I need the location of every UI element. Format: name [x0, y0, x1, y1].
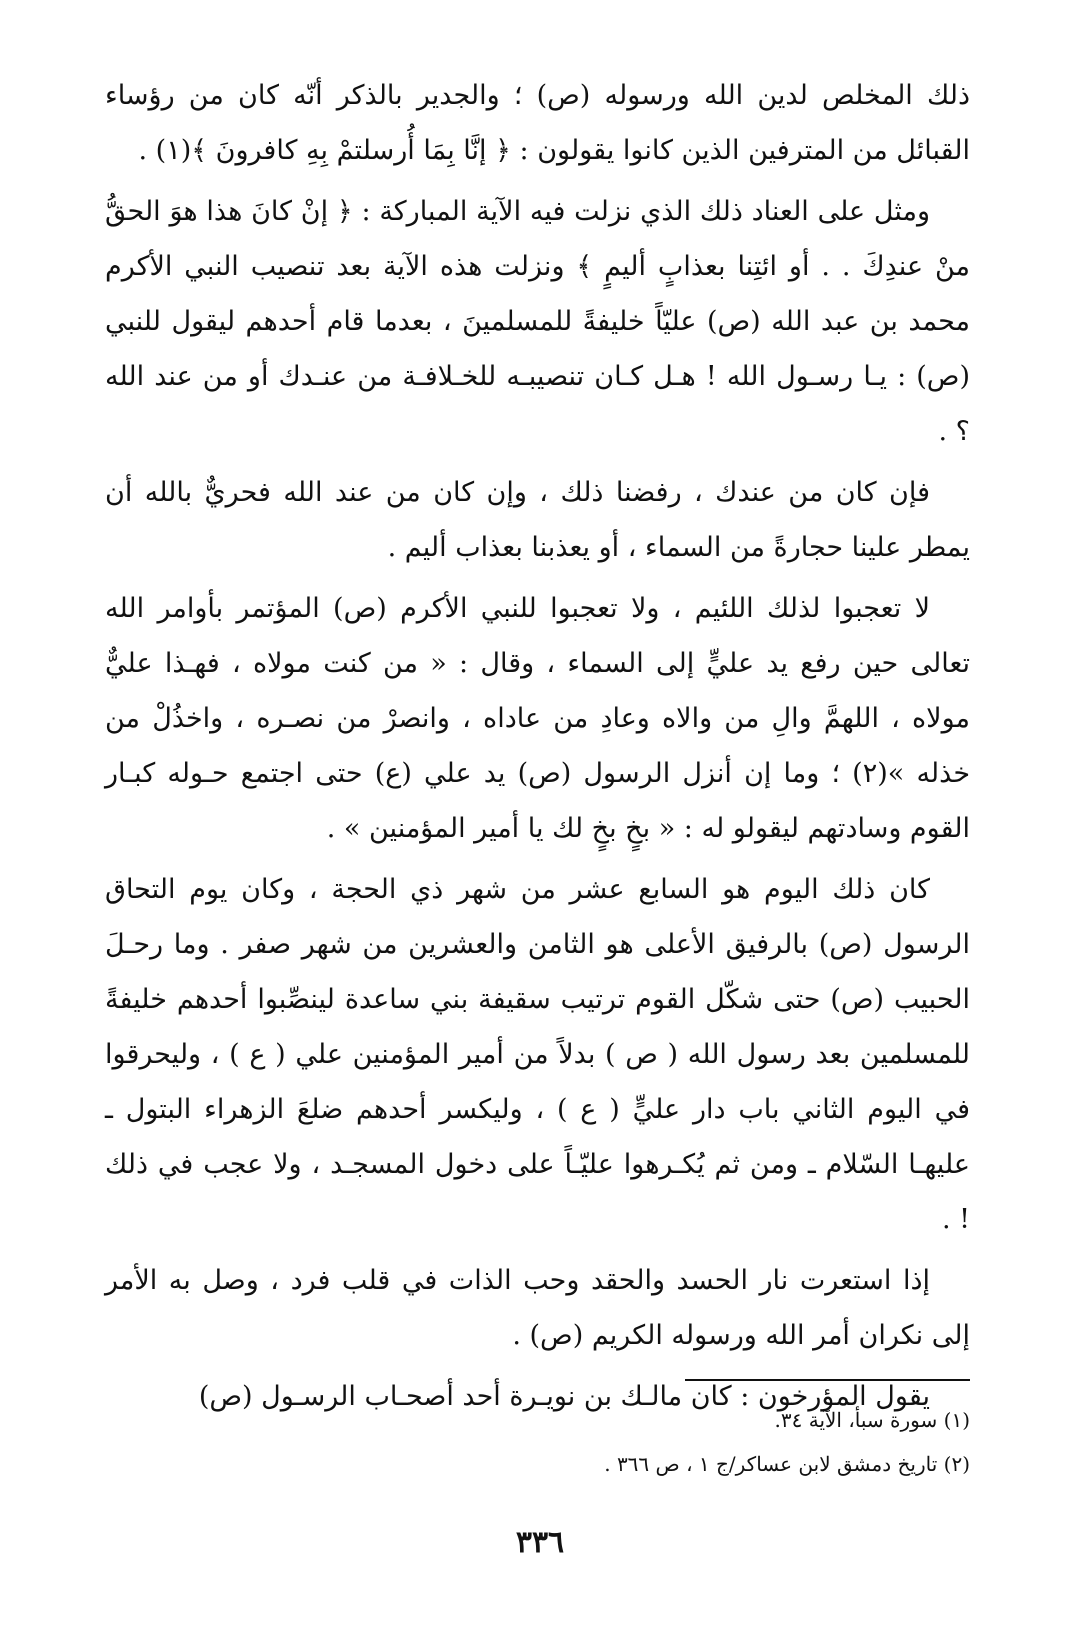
paragraph-7: يقول المؤرخون : كان مالـك بن نويـرة أحد أصحـاب الرسـول (ص)	[198, 1381, 930, 1412]
footnotes	[270, 1398, 970, 1486]
page-body	[105, 68, 970, 1430]
paragraph-4: لا تعجبوا لذلك اللئيم ، ولا تعجبوا للنبي الأكرم (ص) المؤتمر بأوامر الله تعالى حين رفع يد عليٍّ إلى السماء ، وقال : « من كنت مولاه ، فهـذا عليٌّ مولاه ، اللهمَّ والِ من والاه وعادِ من عاداه ، وانصرْ من نصـره ، واخذُلْ من خذله »(٢) ؛ وما إن أنزل الرسول (ص) يد علي (ع) حتى اجتمع حـوله كبـار القوم وسادتهم ليقولو له : « بخٍ بخٍ لك يا أمير المؤمنين » .	[105, 593, 971, 844]
paragraph-5: كان ذلك اليوم هو السابع عشر من شهر ذي الحجة ، وكان يوم التحاق الرسول (ص) بالرفيق الأعلى هو الثامن والعشرين من شهر صفر . وما رحـلَ الحبيب (ص) حتى شكّل القوم ترتيب سقيفة بني ساعدة لينصِّبوا أحدهم خليفةً للمسلمين بعد رسول الله ( ص ) بدلاً من أمير المؤمنين علي ( ع ) ، وليحرقوا في اليوم الثاني باب دار عليٍّ ( ع ) ، وليكسر أحدهم ضلعَ الزهراء البتول ـ عليهـا السّلام ـ ومن ثم يُكـرهوا عليّـاً على دخول المسجـد ، ولا عجب في ذلك ! .	[105, 874, 970, 1235]
paragraph-1: ذلك المخلص لدين الله ورسوله (ص) ؛ والجدير بالذكر أنّه كان من رؤساء القبائل من المترفين الذين كانوا يقولون : ﴿ إنَّا بِمَا أُرسلتمْ بِهِ كافرونَ ﴾(١) .	[105, 80, 970, 166]
footnote-1: (١) سورة سبأ، الآية ٣٤.	[774, 1408, 970, 1432]
paragraph-2: ومثل على العناد ذلك الذي نزلت فيه الآية المباركة : ﴿ إنْ كانَ هذا هوَ الحقُّ منْ عندِكَ . . أو ائتِنا بعذابٍ أليمٍ ﴾ ونزلت هذه الآية بعد تنصيب النبي الأكرم محمد بن عبد الله (ص) عليّاً خليفةً للمسلمينَ ، بعدما قام أحدهم ليقول للنبي (ص) : يـا رسـول الله ! هـل كـان تنصيبـه للخـلافـة من عنـدك أو من عند الله ؟ .	[105, 196, 970, 447]
footnote-2: (٢) تاريخ دمشق لابن عساكر/ج ١ ، ص ٣٦٦ .	[604, 1452, 970, 1476]
paragraph-6: إذا استعرت نار الحسد والحقد وحب الذات في قلب فرد ، وصل به الأمر إلى نكران أمر الله ورسوله الكريم (ص) .	[105, 1265, 970, 1351]
page-number: ٣٣٦	[515, 1525, 565, 1560]
footnote-divider	[685, 1379, 970, 1381]
paragraph-3: فإن كان من عندك ، رفضنا ذلك ، وإن كان من عند الله فحريٌّ بالله أن يمطر علينا حجارةً من السماء ، أو يعذبنا بعذاب أليم .	[105, 477, 970, 563]
